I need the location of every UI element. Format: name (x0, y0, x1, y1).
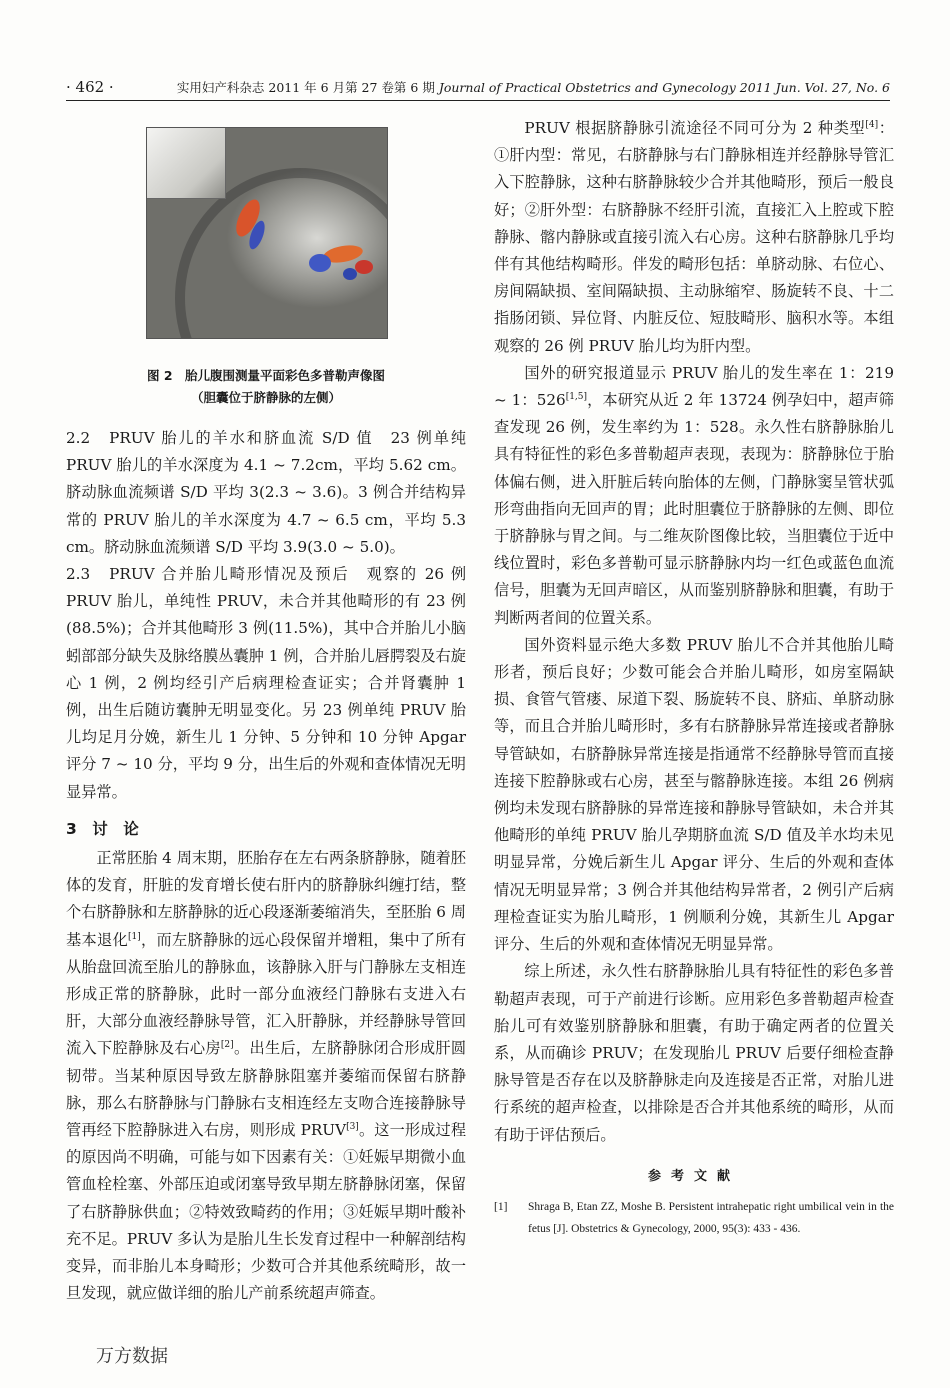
paragraph: PRUV 根据脐静脉引流途径不同可分为 2 种类型[4]：①肝内型：常见，右脐静脉与右门静脉相连并经静脉导管汇入下腔静脉，这种右脐静脉较少合并其他畸形，预后一般良好；②肝外型：右脐静脉不经肝引流，直接汇入上腔或下腔静脉、髂内静脉或直接引流入右心房。这种右脐静脉几乎均伴有其他结构畸形。伴发的畸形包括：单脐动脉、右位心、房间隔缺损、室间隔缺损、主动脉缩窄、肠旋转不良、十二指肠闭锁、异位肾、内脏反位、短肢畸形、脑积水等。本组观察的 26 例 PRUV 胎儿均为肝内型。 (494, 119, 894, 355)
references-heading: 参考文献 (647, 1168, 740, 1184)
reference-text: Shraga B, Etan ZZ, Moshe B. Persistent intrahepatic right umbilical vein in the fetus [J]. Obstetrics & Gynecology, 2000, 95(3): 433 - 436. (528, 1200, 894, 1235)
citation: [4] (865, 119, 879, 130)
watermark: 万方数据 (96, 1346, 168, 1367)
discussion-paragraph: 正常胚胎 4 周末期，胚胎存在左右两条脐静脉，随着胚体的发育，肝脏的发育增长使右肝内的脐静脉纠缠打结，整个右脐静脉和左脐静脉的近心段逐渐萎缩消失，至胚胎 6 周基本退化[1]，而左脐静脉的远心段保留并增粗，集中了所有从胎盘回流至胎儿的静脉血，该静脉入肝与门静脉左支相连形成正常的脐静脉，此时一部分血液经门静脉右支进入右肝，大部分血液经静脉导管，汇入肝静脉，并经静脉导管回流入下腔静脉及右心房[2]。出生后，左脐静脉闭合形成肝圆韧带。当某种原因导致左脐静脉阻塞并萎缩而保留右脐静脉，那么右脐静脉与门静脉右支相连经左支吻合连接静脉导管再经下腔静脉进入右房，则形成 PRUV[3]。这一形成过程的原因尚不明确，可能与如下因素有关：①妊娠早期微小血管血栓栓塞、外部压迫或闭塞导致早期左脐静脉闭塞，保留了右脐静脉供血；②特效致畸药的作用；③妊娠早期叶酸补充不足。PRUV 多认为是胎儿生长发育过程中一种解剖结构变异，而非胎儿本身畸形；少数可合并其他系统畸形，故一旦发现，就应做详细的胎儿产前系统超声筛查。 (66, 849, 467, 1303)
section-heading: 2.2 PRUV 胎儿的羊水和脐血流 S/D 值 (66, 429, 374, 447)
reference-number: [1] (494, 1200, 508, 1213)
paragraph: 综上所述，永久性右脐静脉胎儿具有特征性的彩色多普勒超声表现，可于产前进行诊断。应用彩色多普勒超声检查胎儿可有效鉴别脐静脉和胆囊，有助于确定两者的位置关系，从而确诊 PRUV；在发现胎儿 PRUV 后要仔细检查静脉导管是否存在以及脐静脉走向及连接是否正常，对胎儿进行系统的超声检查，以排除是否合并其他系统的畸形，从而有助于评估预后。 (494, 962, 894, 1144)
citation: [1,5] (565, 391, 588, 402)
doppler-blue-flow (309, 254, 331, 272)
reference-item (494, 1196, 894, 1240)
journal-title-cn: 实用妇产科杂志 2011 年 6 月第 27 卷第 6 期 (176, 80, 435, 95)
section-2-3 (66, 561, 466, 806)
doppler-blue-flow (343, 268, 357, 280)
citation: [2] (220, 1040, 234, 1051)
figure-caption: 图 2 胎儿腹围测量平面彩色多普勒声像图 (146, 368, 386, 383)
paragraph: 23 例单纯 PRUV 胎儿的羊水深度为 4.1 ~ 7.2cm，平均 5.62 cm。脐动脉血流频谱 S/D 平均 3(2.3 ~ 3.6)。3 例合并结构异常的 PRUV 胎儿的羊水深度为 4.7 ~ 6.5 cm，平均 5.3 cm。脐动脉血流频谱 S/D 平均 3.9(3.0 ~ 5.0)。 (66, 429, 467, 556)
journal-title (177, 78, 890, 96)
running-header (66, 70, 890, 101)
figure-caption-note: （胆囊位于脐静脉的左侧） (190, 390, 341, 405)
section-3-heading: 3 讨 论 (66, 819, 139, 838)
page-number: · 462 · (66, 78, 114, 96)
doppler-red-flow (355, 260, 373, 274)
citation: [3] (346, 1122, 359, 1133)
paragraph: 国外的研究报道显示 PRUV 胎儿的发生率在 1：219 ~ 1：526[1,5]，本研究从近 2 年 13724 例孕妇中，超声筛查发现 26 例，发生率约为 1：528。永久性右脐静脉胎儿具有特征性的彩色多普勒超声表现，表现为：脐静脉位于胎体偏右侧，进入肝脏后转向胎体的左侧，门静脉窦呈管状弧形弯曲指向无回声的胃；此时胆囊位于脐静脉的左侧、即位于脐静脉与胃之间。与二维灰阶图像比较，当胆囊位于近中线位置时，彩色多普勒可显示脐静脉内均一红色或蓝色血流信号，胆囊为无回声暗区，从而鉴别脐静脉和胆囊，有助于判断两者间的位置关系。 (494, 363, 894, 627)
ultrasound-image (146, 127, 388, 339)
left-column (66, 115, 466, 1308)
paragraph: 观察的 26 例 PRUV 胎儿，单纯性 PRUV，未合并其他畸形的有 23 例(88.5%)；合并其他畸形 3 例(11.5%)，其中合并胎儿小脑蚓部部分缺失及脉络膜丛囊肿 1 例，合并胎儿唇腭裂及右旋心 1 例，2 例均经引产后病理检查证实；合并肾囊肿 1 例，出生后随访囊肿无明显变化。另 23 例单纯 PRUV 胎儿均足月分娩，新生儿 1 分钟、5 分钟和 10 分钟 Apgar 评分 7 ~ 10 分，平均 9 分，出生后的外观和查体情况无明显异常。 (66, 565, 467, 801)
right-column (494, 115, 894, 1240)
citation: [1] (127, 931, 141, 942)
ultrasound-inset (147, 128, 226, 199)
section-heading: 2.3 PRUV 合并胎儿畸形情况及预后 (66, 565, 350, 584)
section-2-2 (66, 425, 466, 561)
figure-2 (66, 115, 466, 405)
paragraph: 国外资料显示绝大多数 PRUV 胎儿不合并其他胎儿畸形者，预后良好；少数可能会合并胎儿畸形，如房室隔缺损、食管气管瘘、尿道下裂、肠旋转不良、脐疝、单脐动脉等，而且合并胎儿畸形时，多有右脐静脉异常连接或者静脉导管缺如，右脐静脉异常连接是指通常不经静脉导管而直接连接下腔静脉或右心房，甚至与髂静脉连接。本组 26 例病例均未发现右脐静脉的异常连接和静脉导管缺如，未合并其他畸形的单纯 PRUV 胎儿孕期脐血流 S/D 值及羊水均未见明显异常，分娩后新生儿 Apgar 评分、生后的外观和查体情况无明显异常；3 例合并其他结构异常者，2 例引产后病理检查证实为胎儿畸形，1 例顺利分娩，其新生儿 Apgar 评分、生后的外观和查体情况无明显异常。 (494, 635, 894, 954)
journal-title-en: Journal of Practical Obstetrics and Gynecology 2011 Jun. Vol. 27, No. 6 (438, 80, 890, 95)
